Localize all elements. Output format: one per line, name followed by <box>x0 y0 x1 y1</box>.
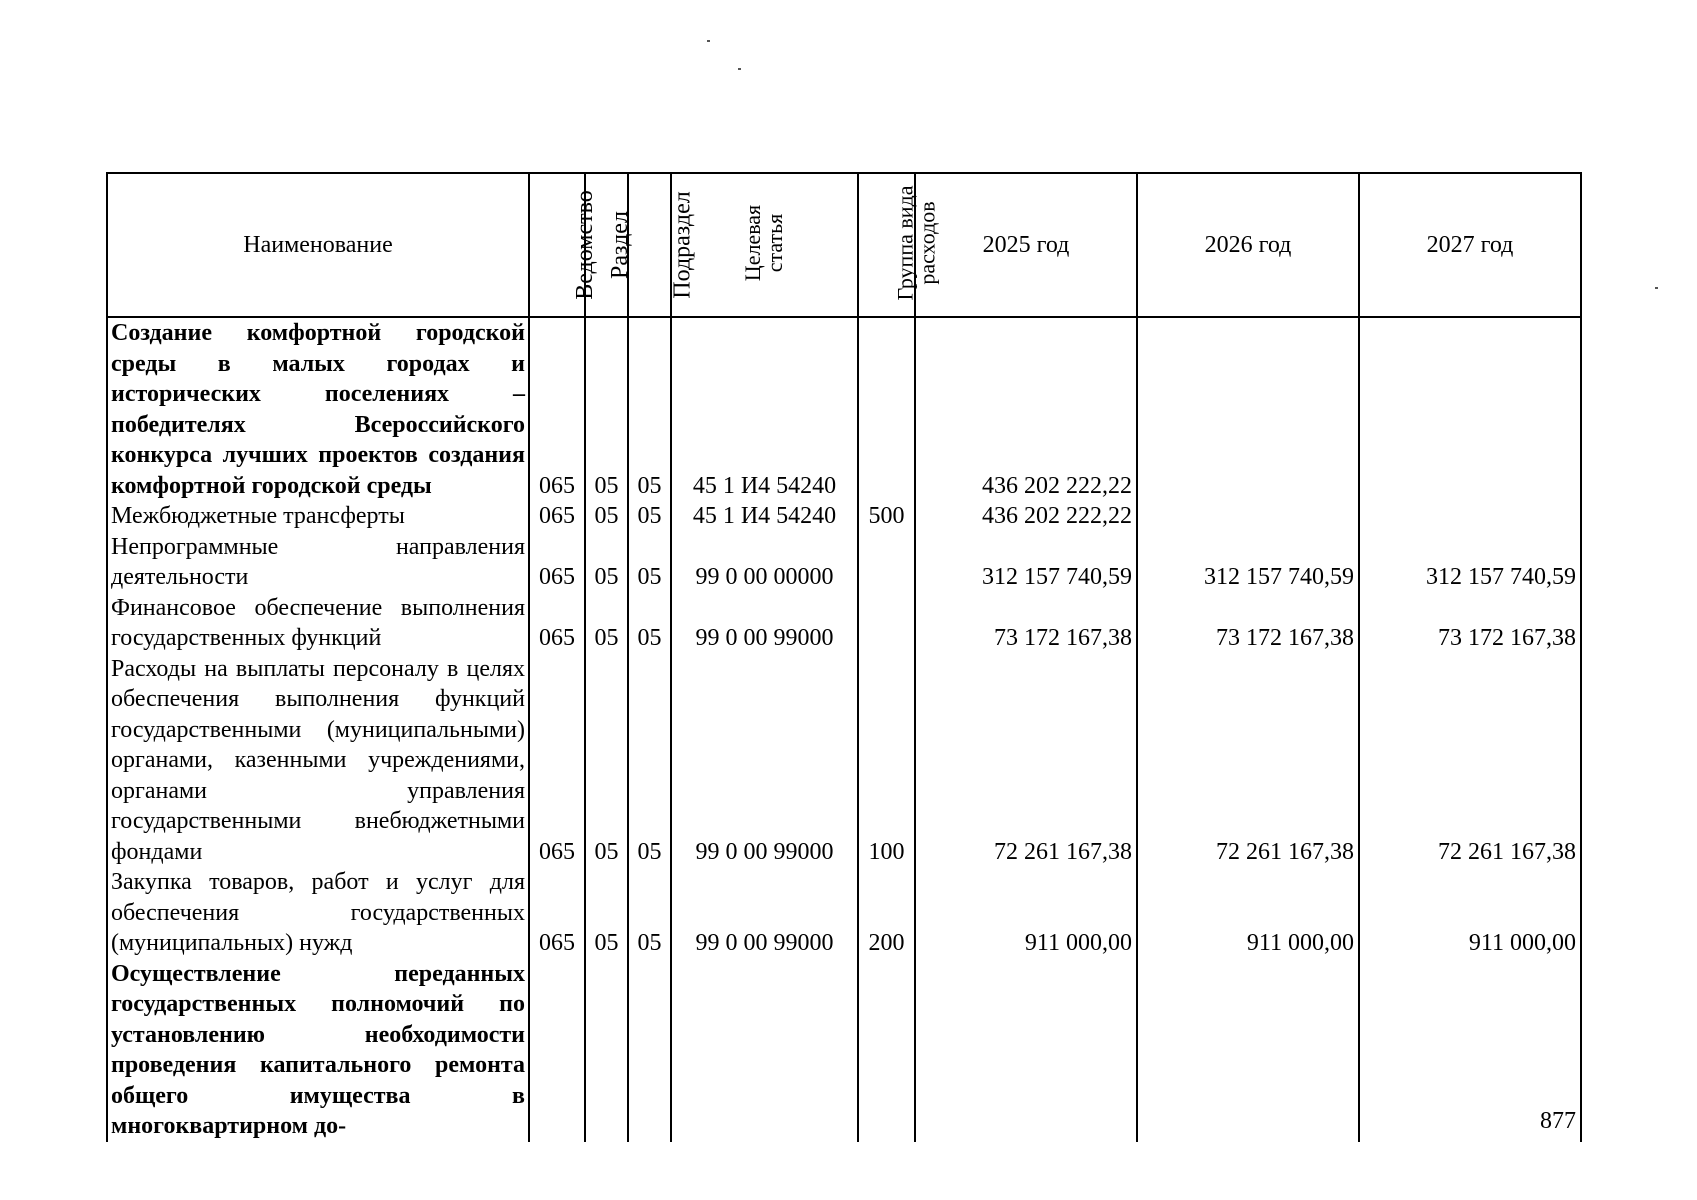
row-2025: 436 202 222,22 <box>915 317 1137 501</box>
row-2027 <box>1359 317 1581 501</box>
table-row <box>107 654 1581 868</box>
table-row <box>107 317 1581 501</box>
row-subsection <box>628 959 671 1142</box>
row-2025: 73 172 167,38 <box>915 593 1137 654</box>
row-name: Межбюджетные трансферты <box>107 501 529 532</box>
row-2025: 72 261 167,38 <box>915 654 1137 868</box>
row-section: 05 <box>585 501 628 532</box>
row-expense-group: 200 <box>858 867 915 959</box>
row-expense-group <box>858 317 915 501</box>
row-subsection: 05 <box>628 867 671 959</box>
header-2025: 2025 год <box>915 173 1137 317</box>
row-expense-group <box>858 532 915 593</box>
row-name: Создание комфортной городской среды в малых городах и исторических поселениях – победителях Всероссийского конкурса лучших проектов создания комфортной городской среды <box>107 317 529 501</box>
scan-speck <box>707 40 710 42</box>
row-section: 05 <box>585 317 628 501</box>
row-target-article: 99 0 00 99000 <box>671 654 858 868</box>
row-2026 <box>1137 959 1359 1142</box>
row-name: Закупка товаров, работ и услуг для обеспечения государственных (муниципальных) нужд <box>107 867 529 959</box>
row-subsection: 05 <box>628 317 671 501</box>
row-2025: 436 202 222,22 <box>915 501 1137 532</box>
row-section: 05 <box>585 593 628 654</box>
row-2026: 72 261 167,38 <box>1137 654 1359 868</box>
row-expense-group: 100 <box>858 654 915 868</box>
row-target-article: 45 1 И4 54240 <box>671 317 858 501</box>
header-2027: 2027 год <box>1359 173 1581 317</box>
row-department: 065 <box>529 317 585 501</box>
row-2027: 72 261 167,38 <box>1359 654 1581 868</box>
row-department <box>529 959 585 1142</box>
header-section: Раздел <box>585 173 628 317</box>
row-2026: 312 157 740,59 <box>1137 532 1359 593</box>
row-target-article <box>671 959 858 1142</box>
row-2025 <box>915 959 1137 1142</box>
scan-speck <box>738 68 741 70</box>
row-subsection: 05 <box>628 654 671 868</box>
table-row <box>107 501 1581 532</box>
header-2026: 2026 год <box>1137 173 1359 317</box>
table-row <box>107 593 1581 654</box>
row-section <box>585 959 628 1142</box>
header-subsection: Подраздел <box>628 173 671 317</box>
row-expense-group <box>858 593 915 654</box>
row-expense-group: 500 <box>858 501 915 532</box>
row-2026: 911 000,00 <box>1137 867 1359 959</box>
row-department: 065 <box>529 593 585 654</box>
table-row <box>107 532 1581 593</box>
row-department: 065 <box>529 654 585 868</box>
scan-speck <box>1655 287 1658 289</box>
row-target-article: 99 0 00 99000 <box>671 867 858 959</box>
row-2026 <box>1137 501 1359 532</box>
row-name: Непрограммные направления деятельности <box>107 532 529 593</box>
row-target-article: 45 1 И4 54240 <box>671 501 858 532</box>
row-expense-group <box>858 959 915 1142</box>
row-department: 065 <box>529 532 585 593</box>
row-subsection: 05 <box>628 532 671 593</box>
row-subsection: 05 <box>628 501 671 532</box>
row-subsection: 05 <box>628 593 671 654</box>
page-number: 877 <box>1540 1108 1576 1134</box>
row-name: Осуществление переданных государственных полномочий по установлению необходимости проведения капитального ремонта общего имущества в многоквартирном до- <box>107 959 529 1142</box>
budget-table-sheet <box>106 172 1580 1142</box>
row-target-article: 99 0 00 99000 <box>671 593 858 654</box>
table-row <box>107 867 1581 959</box>
row-section: 05 <box>585 654 628 868</box>
header-expense-group: Группа вида расходов <box>858 173 915 317</box>
table-header-row <box>107 173 1581 317</box>
row-department: 065 <box>529 867 585 959</box>
row-2027: 73 172 167,38 <box>1359 593 1581 654</box>
row-section: 05 <box>585 532 628 593</box>
row-2025: 312 157 740,59 <box>915 532 1137 593</box>
header-name: Наименование <box>107 173 529 317</box>
row-2025: 911 000,00 <box>915 867 1137 959</box>
row-section: 05 <box>585 867 628 959</box>
header-target-article: Целевая статья <box>671 173 858 317</box>
row-2027 <box>1359 501 1581 532</box>
row-name: Финансовое обеспечение выполнения государственных функций <box>107 593 529 654</box>
header-department: Ведомство <box>529 173 585 317</box>
row-2026 <box>1137 317 1359 501</box>
row-target-article: 99 0 00 00000 <box>671 532 858 593</box>
row-2026: 73 172 167,38 <box>1137 593 1359 654</box>
row-department: 065 <box>529 501 585 532</box>
budget-table <box>106 172 1582 1142</box>
table-row <box>107 959 1581 1142</box>
row-2027: 911 000,00 <box>1359 867 1581 959</box>
row-name: Расходы на выплаты персоналу в целях обеспечения выполнения функций государственными (муниципальными) органами, казенными учреждениями, органами управления государственными внебюджетными фондами <box>107 654 529 868</box>
row-2027: 312 157 740,59 <box>1359 532 1581 593</box>
